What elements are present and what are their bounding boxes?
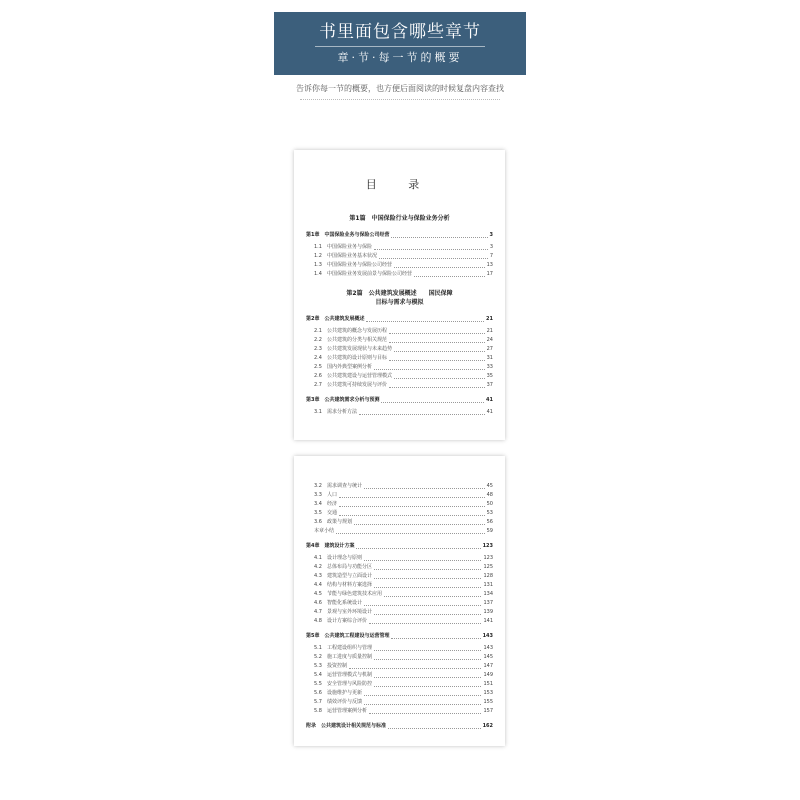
- toc-page-number: 162: [482, 723, 493, 729]
- leader-dots: [336, 533, 485, 534]
- toc-page-number: 24: [486, 337, 493, 343]
- header-banner: [274, 12, 526, 75]
- toc-page-number: 53: [486, 510, 493, 516]
- toc-entry-label: 第1章 中国保险业务与保险公司经营: [306, 232, 390, 238]
- toc-entry-label: 4.1 设计理念与原则: [314, 555, 362, 561]
- leader-dots: [388, 728, 481, 729]
- leader-dots: [379, 258, 488, 259]
- leader-dots: [364, 560, 482, 561]
- leader-dots: [339, 506, 485, 507]
- leader-dots: [356, 548, 480, 549]
- toc-entry-label: 4.7 景观与室外环境设计: [314, 609, 372, 615]
- toc-entry-label: 2.7 公共建筑可持续发展与评价: [314, 382, 387, 388]
- leader-dots: [374, 578, 482, 579]
- toc-section-entry[interactable]: [306, 381, 493, 390]
- toc-page-number: 151: [483, 681, 493, 687]
- toc-page-number: 149: [483, 672, 493, 678]
- toc-entry-label: 4.4 结构与材料方案选择: [314, 582, 372, 588]
- banner-divider: [315, 46, 485, 47]
- note-divider: [300, 99, 500, 100]
- toc-page-number: 35: [486, 373, 493, 379]
- toc-entry-label: 第5章 公共建筑工程建设与运营管理: [306, 633, 390, 639]
- toc-entry-label: 2.2 公共建筑的分类与相关规范: [314, 337, 387, 343]
- toc-entry-label: 5.3 投资控制: [314, 663, 347, 669]
- toc-section-entry[interactable]: [306, 336, 493, 345]
- toc-page-number: 125: [483, 564, 493, 570]
- leader-dots: [354, 524, 485, 525]
- toc-section-entry[interactable]: [306, 608, 493, 617]
- toc-entry-label: 5.7 绩效评价与反馈: [314, 699, 362, 705]
- toc-entry-label: 3.6 政策与规划: [314, 519, 352, 525]
- toc-entry-label: 5.8 运营管理案例分析: [314, 708, 367, 714]
- leader-dots: [364, 488, 485, 489]
- chapter-1-sections: [306, 243, 493, 279]
- toc-page-number: 31: [486, 355, 493, 361]
- leader-dots: [391, 237, 487, 238]
- chapter-4-sections: [306, 554, 493, 626]
- toc-section-entry[interactable]: [306, 671, 493, 680]
- toc-page-number: 56: [486, 519, 493, 525]
- toc-entry-label: 1.2 中国保险业务基本状况: [314, 253, 377, 259]
- toc-entry-label: 5.2 施工进度与质量控制: [314, 654, 372, 660]
- leader-dots: [389, 360, 485, 361]
- toc-entry-label: 第2章 公共建筑发展概述: [306, 316, 365, 322]
- leader-dots: [364, 695, 482, 696]
- toc-page-number: 45: [486, 483, 493, 489]
- toc-entry-label: 本章小结: [314, 528, 335, 534]
- chapter-3-sections-continued: [306, 482, 493, 536]
- toc-page-2: [294, 456, 505, 746]
- toc-page-number: 21: [486, 316, 493, 322]
- leader-dots: [369, 713, 482, 714]
- toc-section-entry[interactable]: [306, 707, 493, 716]
- toc-page-number: 7: [489, 253, 493, 259]
- toc-entry-label: 3.5 交通: [314, 510, 337, 516]
- toc-page-number: 139: [483, 609, 493, 615]
- toc-entry-label: 2.4 公共建筑的设计原则与目标: [314, 355, 387, 361]
- toc-entry-label: 1.3 中国保险业务与保险公司经营: [314, 262, 392, 268]
- toc-section-entry[interactable]: [306, 590, 493, 599]
- toc-entry-label: 5.4 运营管理模式与机制: [314, 672, 372, 678]
- toc-page-number: 131: [483, 582, 493, 588]
- part-heading-2-line-1: 第2篇 公共建筑发展概述 国民保障: [346, 290, 453, 297]
- leader-dots: [414, 276, 485, 277]
- toc-entry-label: 2.3 公共建筑发展现状与未来趋势: [314, 346, 392, 352]
- leader-dots: [374, 249, 488, 250]
- leader-dots: [394, 351, 485, 352]
- toc-section-entry[interactable]: [306, 252, 493, 261]
- toc-entry-label: 第3章 公共建筑需求分析与预测: [306, 397, 380, 403]
- toc-page-number: 13: [486, 262, 493, 268]
- leader-dots: [384, 596, 482, 597]
- toc-entry-label: 4.8 设计方案综合评价: [314, 618, 367, 624]
- toc-section-entry[interactable]: [306, 662, 493, 671]
- toc-page-number: 21: [486, 328, 493, 334]
- leader-dots: [369, 623, 482, 624]
- toc-section-entry[interactable]: [306, 518, 493, 527]
- chapter-2-sections: [306, 327, 493, 390]
- toc-page-number: 134: [483, 591, 493, 597]
- toc-section-entry[interactable]: [306, 354, 493, 363]
- toc-entry-label: 5.1 工程建设组织与管理: [314, 645, 372, 651]
- toc-section-entry[interactable]: [306, 491, 493, 500]
- toc-appendix[interactable]: [306, 722, 493, 731]
- leader-dots: [374, 369, 485, 370]
- toc-section-entry[interactable]: [306, 509, 493, 518]
- toc-entry-label: 4.2 总体布局与功能分区: [314, 564, 372, 570]
- leader-dots: [389, 333, 485, 334]
- leader-dots: [374, 614, 482, 615]
- leader-dots: [364, 704, 482, 705]
- toc-section-entry[interactable]: [306, 581, 493, 590]
- leader-dots: [374, 677, 482, 678]
- toc-section-entry[interactable]: [306, 527, 493, 536]
- toc-page-number: 145: [483, 654, 493, 660]
- toc-section-entry[interactable]: [306, 572, 493, 581]
- banner-title: 书里面包含哪些章节: [319, 22, 481, 42]
- toc-entry-label: 3.2 需求调查与统计: [314, 483, 362, 489]
- toc-entry-label: 第4章 建筑设计方案: [306, 543, 355, 549]
- toc-entry-label: 5.6 设施维护与更新: [314, 690, 362, 696]
- toc-section-entry[interactable]: [306, 680, 493, 689]
- leader-dots: [364, 605, 482, 606]
- toc-page-number: 41: [486, 397, 493, 403]
- leader-dots: [374, 650, 482, 651]
- toc-title: 目 录: [365, 178, 434, 191]
- toc-entry-label: 3.4 经济: [314, 501, 337, 507]
- leader-dots: [394, 267, 485, 268]
- toc-section-entry[interactable]: [306, 345, 493, 354]
- toc-section-entry[interactable]: [306, 644, 493, 653]
- leader-dots: [339, 515, 485, 516]
- toc-chapter-1[interactable]: [306, 231, 493, 240]
- toc-page-number: 157: [483, 708, 493, 714]
- leader-dots: [389, 387, 485, 388]
- toc-section-entry[interactable]: [306, 408, 493, 417]
- toc-entry-label: 2.6 公共建筑建设与运营管理模式: [314, 373, 392, 379]
- toc-entry-label: 2.1 公共建筑的概念与发展历程: [314, 328, 387, 334]
- toc-entry-label: 1.1 中国保险业务与保险: [314, 244, 372, 250]
- part-heading-1: 第1篇 中国保险行业与保险业务分析: [349, 215, 450, 222]
- toc-section-entry[interactable]: [306, 689, 493, 698]
- leader-dots: [359, 414, 485, 415]
- leader-dots: [381, 402, 484, 403]
- toc-page-number: 143: [482, 633, 493, 639]
- part-heading-2: [306, 289, 493, 307]
- toc-section-entry[interactable]: [306, 554, 493, 563]
- leader-dots: [366, 321, 484, 322]
- chapter-5-sections: [306, 644, 493, 716]
- toc-section-entry[interactable]: [306, 243, 493, 252]
- toc-entry-label: 3.1 需求分析方法: [314, 409, 357, 415]
- toc-page-number: 155: [483, 699, 493, 705]
- toc-page-number: 153: [483, 690, 493, 696]
- banner-note: 告诉你每一节的概要，也方便后面阅读的时候复盘内容查找: [296, 84, 504, 93]
- toc-section-entry[interactable]: [306, 653, 493, 662]
- toc-page-number: 59: [486, 528, 493, 534]
- leader-dots: [374, 686, 482, 687]
- toc-entry-label: 1.4 中国保险业务发展前景与保险公司经营: [314, 271, 412, 277]
- leader-dots: [374, 569, 482, 570]
- toc-chapter-2[interactable]: [306, 315, 493, 324]
- toc-section-entry[interactable]: [306, 327, 493, 336]
- toc-section-entry[interactable]: [306, 599, 493, 608]
- toc-page-1: [294, 150, 505, 440]
- toc-page-number: 143: [483, 645, 493, 651]
- toc-section-entry[interactable]: [306, 372, 493, 381]
- toc-section-entry[interactable]: [306, 261, 493, 270]
- toc-page-number: 123: [482, 543, 493, 549]
- toc-page-number: 37: [486, 382, 493, 388]
- part-heading-2-line-2: 目标与需求与模拟: [375, 299, 424, 306]
- toc-section-entry[interactable]: [306, 363, 493, 372]
- toc-page-number: 3: [489, 232, 493, 238]
- toc-page-number: 123: [483, 555, 493, 561]
- toc-page-number: 17: [486, 271, 493, 277]
- leader-dots: [394, 378, 485, 379]
- toc-entry-label: 附录 公共建筑设计相关规范与标准: [306, 723, 387, 729]
- toc-page-number: 3: [489, 244, 493, 250]
- toc-section-entry[interactable]: [306, 698, 493, 707]
- toc-section-entry[interactable]: [306, 563, 493, 572]
- toc-entry-label: 4.3 建筑造型与立面设计: [314, 573, 372, 579]
- toc-page-number: 137: [483, 600, 493, 606]
- toc-entry-label: 3.3 人口: [314, 492, 337, 498]
- toc-page-number: 27: [486, 346, 493, 352]
- toc-chapter-4[interactable]: [306, 542, 493, 551]
- toc-entry-label: 2.5 国内外典型案例分析: [314, 364, 372, 370]
- toc-page-number: 128: [483, 573, 493, 579]
- toc-page-number: 41: [486, 409, 493, 415]
- banner-subtitle: 章·节·每一节的概要: [337, 51, 463, 64]
- chapter-3-sections: [306, 408, 493, 417]
- leader-dots: [339, 497, 485, 498]
- toc-section-entry[interactable]: [306, 500, 493, 509]
- leader-dots: [389, 342, 485, 343]
- leader-dots: [374, 587, 482, 588]
- leader-dots: [374, 659, 482, 660]
- leader-dots: [349, 668, 482, 669]
- toc-chapter-5[interactable]: [306, 632, 493, 641]
- toc-page-number: 50: [486, 501, 493, 507]
- toc-chapter-3[interactable]: [306, 396, 493, 405]
- toc-entry-label: 4.6 智能化系统设计: [314, 600, 362, 606]
- toc-page-number: 33: [486, 364, 493, 370]
- toc-section-entry[interactable]: [306, 482, 493, 491]
- toc-page-number: 141: [483, 618, 493, 624]
- toc-page-number: 147: [483, 663, 493, 669]
- toc-entry-label: 4.5 节能与绿色建筑技术应用: [314, 591, 382, 597]
- toc-section-entry[interactable]: [306, 270, 493, 279]
- toc-page-number: 48: [486, 492, 493, 498]
- leader-dots: [391, 638, 480, 639]
- toc-section-entry[interactable]: [306, 617, 493, 626]
- toc-entry-label: 5.5 安全管理与风险防控: [314, 681, 372, 687]
